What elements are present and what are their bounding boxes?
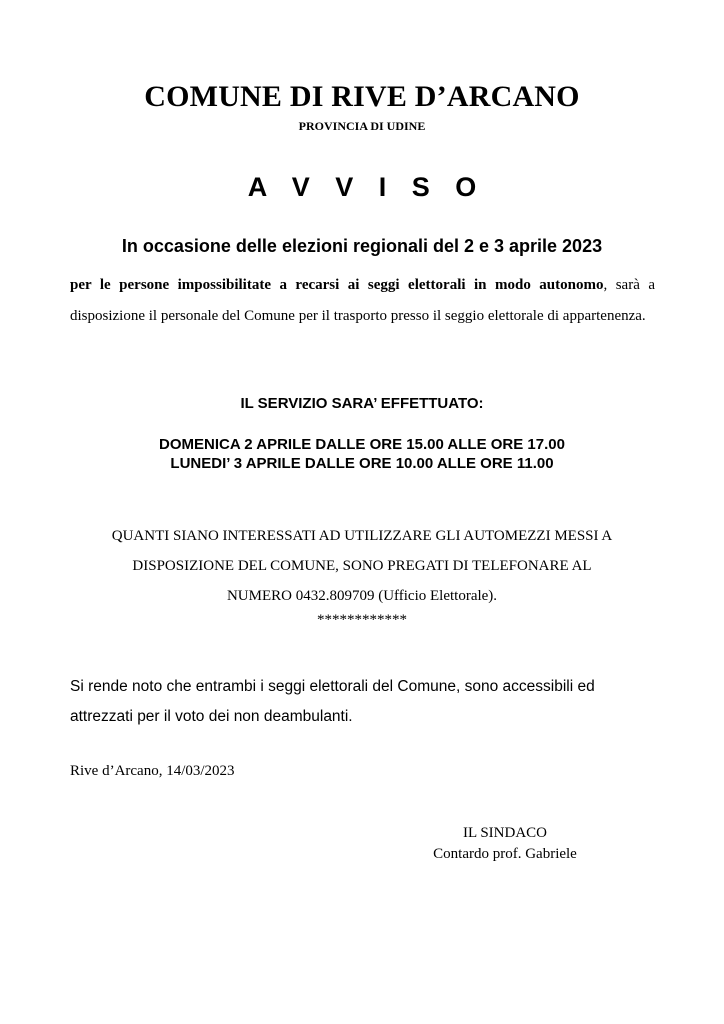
service-schedule xyxy=(0,435,724,473)
contact-line: NUMERO 0432.809709 (Ufficio Elettorale). xyxy=(226,588,498,604)
contact-paragraph xyxy=(0,521,724,611)
province-subtitle: PROVINCIA DI UDINE xyxy=(298,119,426,133)
schedule-line-monday: LUNEDI’ 3 APRILE DALLE ORE 10.00 ALLE ORE 11.00 xyxy=(170,455,554,472)
intro-bold-text: per le persone impossibilitate a recarsi ai seggi elettorali in modo autonomo xyxy=(70,277,604,293)
separator: ************ xyxy=(317,612,407,628)
accessibility-note: Si rende noto che entrambi i seggi elettorali del Comune, sono accessibili ed attrezzati per il voto dei non deambulanti. xyxy=(70,678,595,725)
contact-line: DISPOSIZIONE DEL COMUNE, SONO PREGATI DI TELEFONARE AL xyxy=(132,558,592,574)
intro-rest-text: , sarà a disposizione il personale del Comune per il trasporto presso il seggio elettorale di appartenenza. xyxy=(70,277,655,324)
signer-name: Contardo prof. Gabriele xyxy=(433,846,577,862)
signature-block xyxy=(415,823,595,865)
schedule-line-sunday: DOMENICA 2 APRILE DALLE ORE 15.00 ALLE ORE 17.00 xyxy=(159,436,565,453)
place-date: Rive d’Arcano, 14/03/2023 xyxy=(70,763,235,779)
intro-paragraph xyxy=(70,270,655,332)
service-heading: IL SERVIZIO SARA’ EFFETTUATO: xyxy=(240,395,484,412)
contact-line: QUANTI SIANO INTERESSATI AD UTILIZZARE GLI AUTOMEZZI MESSI A xyxy=(111,528,613,544)
municipality-title: COMUNE DI RIVE D’ARCANO xyxy=(144,80,580,113)
notice-heading: A V V I S O xyxy=(247,172,486,202)
signer-role: IL SINDACO xyxy=(462,825,548,841)
occasion-line: In occasione delle elezioni regionali del 2 e 3 aprile 2023 xyxy=(121,236,603,256)
